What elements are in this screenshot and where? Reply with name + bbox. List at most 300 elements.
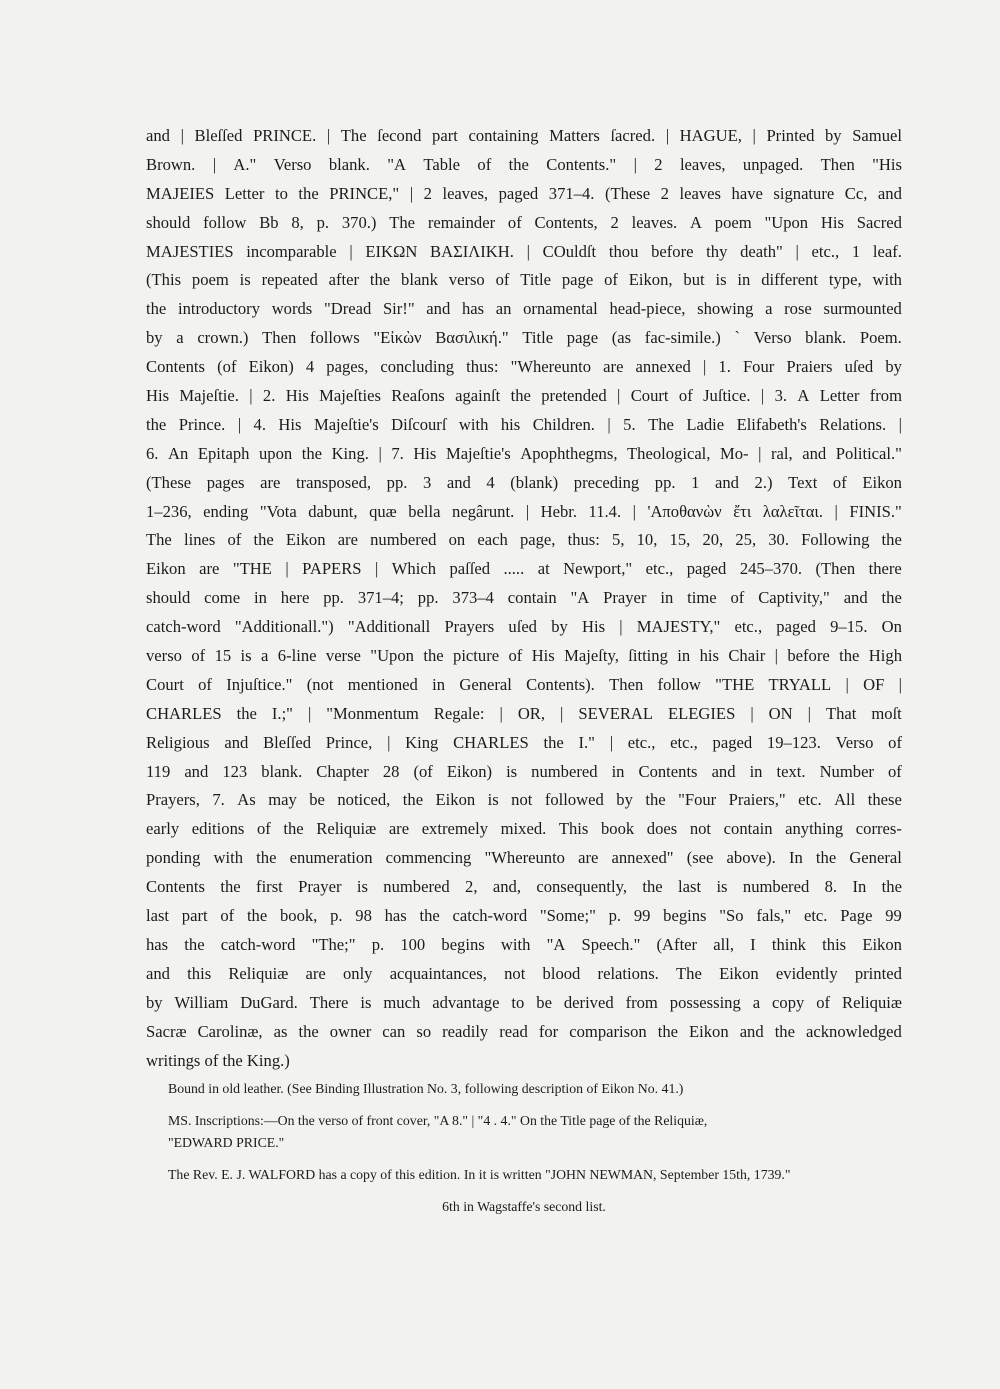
word: 2. — [262, 386, 276, 406]
word: and — [877, 183, 902, 203]
word: derived — [563, 992, 614, 1012]
word: | — [349, 241, 353, 261]
text-line — [146, 238, 902, 267]
word: part — [432, 126, 458, 145]
word: has — [146, 934, 169, 954]
word: 100 — [400, 934, 426, 954]
word: ` — [734, 328, 741, 348]
word: has — [461, 299, 485, 319]
word: by — [824, 126, 842, 145]
word: (see — [686, 848, 714, 868]
word: 30. — [768, 530, 789, 550]
word: to — [511, 992, 525, 1012]
word: the — [881, 877, 902, 897]
word: are — [260, 472, 281, 492]
word: "Additionall — [347, 617, 431, 637]
word: preceding — [573, 472, 640, 492]
word: 1. — [718, 357, 731, 377]
word: General — [459, 674, 512, 694]
word: thus: — [567, 530, 600, 550]
word: MAJESTIES — [146, 241, 234, 261]
word: of — [220, 906, 235, 926]
word: In — [852, 877, 867, 897]
word: An — [168, 443, 189, 463]
word: Newport," — [563, 559, 633, 579]
word: Majeſtie's — [313, 414, 379, 434]
word: "Monmentum — [326, 703, 419, 723]
word: leaves, — [442, 183, 489, 203]
word: Βασιλική." — [435, 328, 509, 348]
word: and — [146, 126, 170, 145]
word: of — [604, 270, 618, 290]
word: p. — [371, 934, 385, 954]
word: blank. — [261, 761, 303, 781]
word: Elifabeth's — [736, 414, 807, 434]
walford-note: The Rev. E. J. WALFORD has a copy of this edition. In it is written "JOHN NEWMAN, September 15th, 1739." — [168, 1167, 791, 1182]
word: 373–4 — [452, 588, 494, 608]
word: | — [409, 183, 414, 203]
word: CHARLES — [146, 703, 222, 723]
word: the — [881, 530, 902, 550]
word: and — [711, 761, 736, 781]
word: thou — [608, 241, 639, 261]
word: consequently, — [536, 877, 627, 897]
word: I — [750, 934, 756, 954]
word: (This — [146, 270, 182, 290]
word: all, — [713, 934, 734, 954]
word: Captivity," — [758, 588, 830, 608]
word: the — [301, 443, 323, 463]
word: by — [885, 357, 902, 377]
word: Speech." — [581, 934, 641, 954]
word: Eikon, — [628, 270, 673, 290]
word: 2 — [660, 183, 669, 203]
word: | — [898, 674, 902, 694]
word: words — [271, 299, 313, 319]
word: in — [749, 761, 763, 781]
word: Majeſty, — [564, 646, 619, 666]
word: followed — [544, 790, 604, 810]
word: Then — [820, 154, 855, 174]
text-line — [146, 786, 902, 815]
word: Contents." — [546, 154, 617, 174]
word: Brown. — [146, 154, 196, 174]
word: | — [760, 386, 765, 406]
word: Sir!" — [382, 299, 415, 319]
word: Printed — [766, 126, 815, 145]
word: time — [687, 588, 717, 608]
text-line — [146, 295, 902, 324]
word: Eikon) — [446, 761, 493, 781]
word: each — [477, 530, 508, 550]
word: 8, — [291, 212, 304, 232]
word: the — [283, 819, 304, 839]
word: uſed — [844, 357, 874, 377]
word: "A — [546, 934, 566, 954]
text-line — [146, 700, 902, 729]
word: I." — [578, 732, 595, 752]
word: (of — [217, 357, 237, 377]
word: In — [788, 848, 803, 868]
word: "Upon — [370, 646, 414, 666]
word: follow — [203, 212, 247, 232]
word: | — [307, 703, 312, 723]
word: numbered — [370, 530, 437, 550]
word: The — [146, 530, 172, 550]
word: ..... — [503, 559, 525, 579]
word: Eikon — [146, 559, 186, 579]
word: Prayers — [444, 617, 495, 637]
word: 'Αποθανὼν — [647, 501, 722, 521]
word: the — [298, 183, 319, 203]
word: and — [446, 472, 471, 492]
word: should — [146, 212, 191, 232]
word: moſt — [871, 703, 902, 723]
word: HAGUE, — [679, 126, 742, 145]
word: and — [739, 1021, 764, 1041]
word: lines — [183, 530, 216, 550]
word: Bb — [259, 212, 279, 232]
word: for — [538, 1021, 559, 1041]
word: "Some;" — [539, 906, 596, 926]
text-line — [146, 555, 902, 584]
word: 10, — [636, 530, 658, 550]
word: 6. — [146, 443, 159, 463]
word: | — [609, 732, 614, 752]
word: the — [236, 703, 257, 723]
word: the — [256, 848, 277, 868]
word: etc., — [670, 732, 698, 752]
word: and — [224, 732, 249, 752]
word: is — [240, 646, 252, 666]
text-line — [146, 209, 902, 238]
word: Title — [520, 270, 552, 290]
word: 9–15. — [830, 617, 868, 637]
word: His — [581, 617, 606, 637]
word: (of — [413, 761, 433, 781]
word: page — [561, 270, 594, 290]
word: Carolinæ, — [197, 1021, 263, 1041]
word: 98 — [355, 906, 372, 926]
word: | — [525, 501, 530, 521]
ms-inscriptions-note — [168, 1110, 902, 1154]
word: by — [551, 617, 568, 637]
word: follow — [657, 674, 701, 694]
word: fac-simile.) — [644, 328, 721, 348]
word: "Whereunto — [510, 357, 592, 377]
word: Prayer — [298, 877, 342, 897]
word: the — [881, 588, 902, 608]
text-line — [146, 526, 902, 555]
word: Hebr. — [540, 501, 577, 521]
word: advantage — [432, 992, 500, 1012]
word: Eikon — [862, 472, 902, 492]
word: High — [868, 646, 902, 666]
word: death" — [740, 241, 783, 261]
word: King — [405, 732, 439, 752]
word: There — [309, 992, 349, 1012]
word: (not — [306, 674, 334, 694]
word: His — [146, 386, 170, 406]
word: Court — [630, 386, 669, 406]
word: at — [537, 559, 550, 579]
word: noticed, — [337, 790, 391, 810]
word: of — [495, 270, 510, 290]
word: 25, — [735, 530, 757, 550]
word: | — [619, 617, 623, 637]
word: (These — [146, 472, 192, 492]
word: etc. — [803, 906, 828, 926]
word: blank — [401, 270, 438, 290]
word: As — [237, 790, 256, 810]
word: Reliquiæ — [228, 963, 289, 983]
word: 245–370. — [739, 559, 803, 579]
word: 2 — [423, 183, 432, 203]
word: is — [715, 270, 727, 290]
word: Prayers, — [146, 790, 200, 810]
word: 3. — [774, 386, 788, 406]
word: quæ — [369, 501, 397, 521]
word: "Additionall.") — [234, 617, 334, 637]
word: rose — [784, 299, 812, 319]
word: (Then — [815, 559, 856, 579]
word: 6-line — [277, 646, 317, 666]
word: Reliquiæ — [842, 992, 902, 1012]
text-line — [146, 122, 902, 151]
word: William — [174, 992, 229, 1012]
word: the — [146, 299, 167, 319]
word: of — [477, 154, 492, 174]
word: etc., — [734, 617, 763, 637]
word: | — [898, 414, 902, 434]
word: COuldſt — [542, 241, 597, 261]
binding-note: Bound in old leather. (See Binding Illustration No. 3, following description of Eikon No. 41.) — [168, 1081, 684, 1096]
word: Verso — [273, 154, 312, 174]
word: 2 — [654, 154, 663, 174]
word: Then — [609, 674, 644, 694]
word: Contents — [638, 761, 698, 781]
word: bella — [408, 501, 441, 521]
word: the — [298, 1021, 319, 1041]
word: the — [419, 906, 440, 926]
word: there — [868, 559, 902, 579]
word: 99 — [885, 906, 902, 926]
word: comparison — [569, 1021, 647, 1041]
word: with — [500, 934, 531, 954]
word: come — [204, 588, 241, 608]
word: is — [716, 877, 728, 897]
word: of — [730, 588, 745, 608]
word: negârunt. — [452, 501, 515, 521]
word: (blank) — [510, 472, 559, 492]
word: transposed, — [295, 472, 372, 492]
word: of — [888, 732, 902, 752]
word: | — [387, 732, 391, 752]
word: dabunt, — [308, 501, 358, 521]
word: | — [180, 126, 184, 145]
word: Praiers," — [728, 790, 786, 810]
word: of — [832, 472, 847, 492]
word: Table — [423, 154, 461, 174]
word: containing — [468, 126, 539, 145]
text-line — [146, 729, 902, 758]
word: PRINCE. — [253, 126, 317, 145]
word: The — [389, 212, 416, 232]
word: above). — [726, 848, 776, 868]
word: His — [413, 443, 437, 463]
word: etc., — [811, 241, 840, 261]
word: anything — [785, 819, 844, 839]
word: Religious — [146, 732, 210, 752]
word: possessing — [669, 992, 741, 1012]
word: | — [617, 386, 621, 406]
wagstaffe-note: 6th in Wagstaffe's second list. — [442, 1199, 606, 1214]
text-line — [146, 411, 902, 440]
word: of — [198, 674, 212, 694]
word: Eikon — [862, 934, 902, 954]
word: so — [416, 1021, 432, 1041]
word: 2.) — [754, 472, 773, 492]
word: (After — [656, 934, 698, 954]
word: | — [752, 126, 756, 145]
word: is — [356, 877, 368, 897]
word: 20, — [702, 530, 724, 550]
word: Sacred — [856, 212, 902, 232]
word: are — [578, 848, 599, 868]
word: | — [750, 703, 754, 723]
word: MAJESTY," — [636, 617, 721, 637]
word: pp. — [386, 472, 408, 492]
word: numbered — [531, 761, 598, 781]
word: (These — [604, 183, 651, 203]
word: not — [504, 963, 526, 983]
word: A — [689, 212, 702, 232]
word: verse — [325, 646, 361, 666]
word: | — [249, 386, 253, 406]
word: λαλεῖται. — [762, 501, 824, 521]
word: 28 — [382, 761, 400, 781]
word: the — [543, 732, 564, 752]
word: upon — [259, 443, 293, 463]
word: 1–236, — [146, 501, 192, 521]
word: last — [146, 906, 170, 926]
word: Theological, — [627, 443, 711, 463]
word: the — [508, 154, 529, 174]
word: and — [843, 588, 868, 608]
word: Children. — [532, 414, 595, 434]
word: Eikon — [689, 1021, 729, 1041]
word: Political." — [835, 443, 902, 463]
word: OR, — [517, 703, 546, 723]
word: annexed" — [611, 848, 674, 868]
word: a — [261, 646, 269, 666]
word: incomparable — [246, 241, 337, 261]
word: early — [146, 819, 180, 839]
text-line — [146, 353, 902, 382]
text-line — [146, 815, 902, 844]
word: head-piece, — [609, 299, 686, 319]
word: Contents, — [534, 212, 598, 232]
word: repeated — [261, 270, 318, 290]
word: text. — [776, 761, 806, 781]
word: in — [737, 270, 751, 290]
text-line — [146, 1018, 902, 1047]
word: Then — [262, 328, 297, 348]
word: are — [388, 819, 410, 839]
word: introductory — [177, 299, 260, 319]
word: 371–4; — [357, 588, 404, 608]
text-line — [146, 584, 902, 613]
word: of — [227, 530, 242, 550]
word: in — [660, 588, 674, 608]
word: the — [402, 790, 424, 810]
word: "A — [570, 588, 590, 608]
word: "Whereunto — [484, 848, 565, 868]
word: copy — [772, 992, 805, 1012]
word: Juſtice. — [703, 386, 751, 406]
text-line — [146, 758, 902, 787]
word: Title — [522, 328, 554, 348]
word: Cc, — [844, 183, 868, 203]
word: as — [273, 1021, 288, 1041]
word: pp. — [417, 588, 439, 608]
word: Poem. — [859, 328, 902, 348]
word: this — [187, 963, 212, 983]
word: Eikon — [285, 530, 326, 550]
word: be — [536, 992, 552, 1012]
word: All — [834, 790, 856, 810]
word: these — [867, 790, 902, 810]
word: Eikon — [435, 790, 476, 810]
word: "So — [719, 906, 744, 926]
word: His — [820, 212, 844, 232]
word: acknowledged — [806, 1021, 902, 1041]
word: is — [360, 992, 372, 1012]
word: ending — [203, 501, 249, 521]
word: 4 — [486, 472, 495, 492]
word: 7. — [212, 790, 225, 810]
word: | — [526, 241, 530, 261]
word: | — [560, 703, 564, 723]
word: Number — [819, 761, 874, 781]
word: "Εἰκὼν — [373, 328, 422, 348]
word: The — [676, 963, 702, 983]
word: begins — [663, 906, 707, 926]
word: Letter — [224, 183, 265, 203]
word: 4 — [305, 357, 315, 377]
word: enumeration — [289, 848, 373, 868]
text-line — [146, 873, 902, 902]
word: with — [872, 270, 902, 290]
word: the — [645, 790, 666, 810]
word: Page — [840, 906, 873, 926]
word: fals," — [756, 906, 792, 926]
word: annexed — [635, 357, 691, 377]
word: the — [774, 1021, 795, 1041]
word: has — [384, 906, 407, 926]
word: PAPERS — [302, 559, 362, 579]
word: remainder — [427, 212, 496, 232]
word: Apophthegms, — [520, 443, 618, 463]
word: 1 — [691, 472, 700, 492]
word: ON — [768, 703, 793, 723]
word: Regale: — [433, 703, 485, 723]
word: This — [558, 819, 589, 839]
word: pages, — [326, 357, 369, 377]
word: His — [285, 386, 309, 406]
word: the — [642, 877, 663, 897]
word: 5, — [612, 530, 625, 550]
